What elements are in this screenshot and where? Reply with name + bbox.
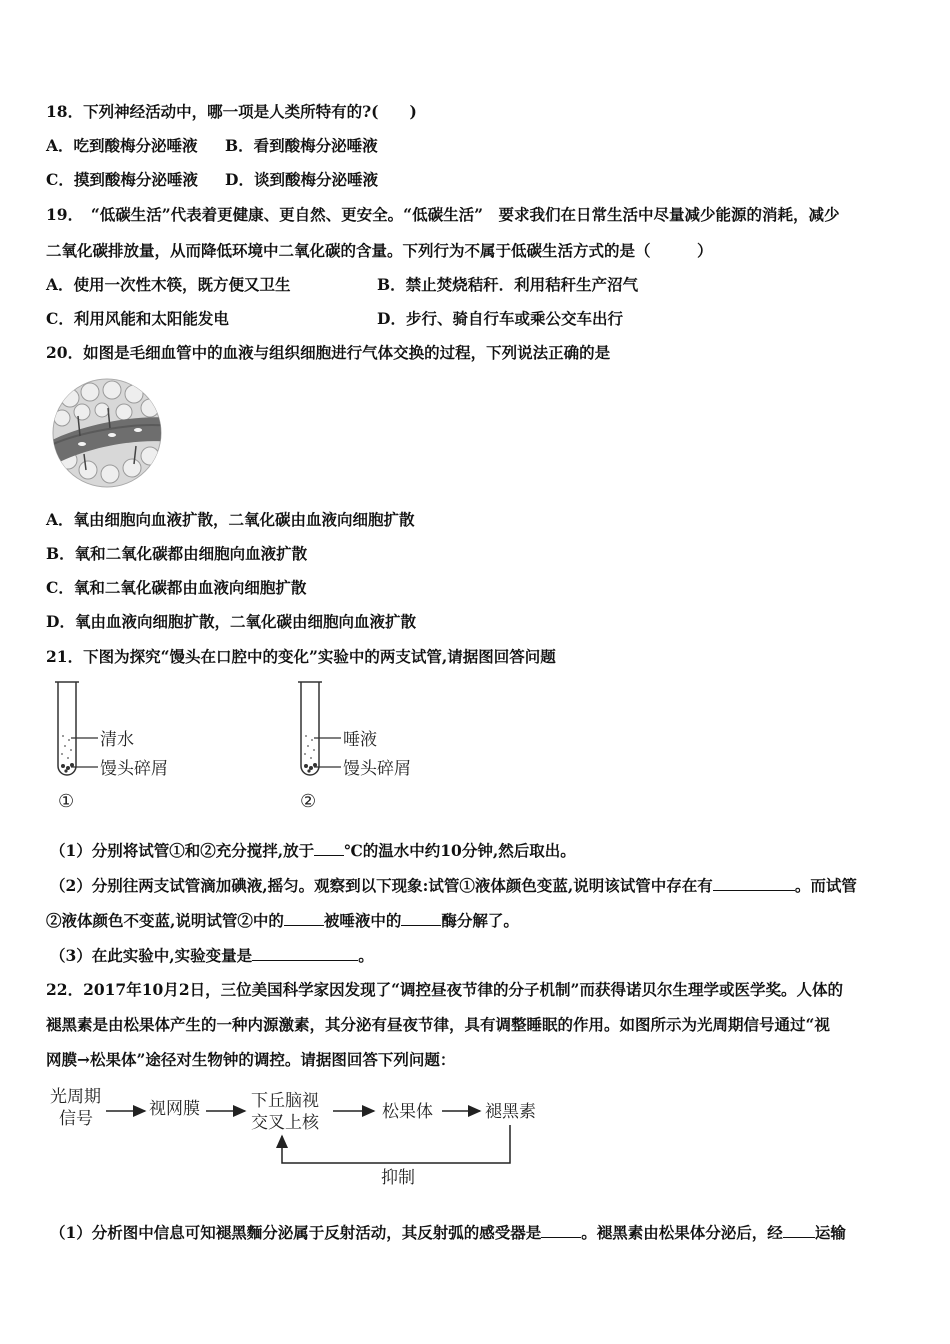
- q19-option-a: A．使用一次性木筷，既方便又卫生: [46, 275, 291, 294]
- q18-option-c: C．摸到酸梅分泌唾液: [46, 170, 198, 189]
- q21-sub2-text-c: ②液体颜色不变蓝,说明试管②中的: [46, 911, 284, 930]
- q22-month: 10: [141, 980, 164, 999]
- q18-stem: 18．下列神经活动中，哪一项是人类所特有的?( ): [46, 102, 417, 121]
- diagram-node-light-signal-b: 信号: [59, 1109, 93, 1129]
- q21-sub2-text-e: 酶分解了。: [441, 911, 519, 930]
- q19-stem-line1: 19． “低碳生活”代表着更健康、更自然、更安全。“低碳生活” 要求我们在日常生活中尽量减少能源的消耗，减少: [46, 205, 840, 224]
- q21-sub1: [50, 840, 576, 861]
- q21-sub2-blank-enzyme[interactable]: [401, 910, 441, 926]
- q22-stem-line2: 褪黑素是由松果体产生的一种内源激素，其分泌有昼夜节律，具有调整睡眠的作用。如图所示为光周期信号通过“视: [46, 1015, 830, 1034]
- q21-sub3-text-b: 。: [358, 946, 374, 965]
- q21-sub1-text-a: （1）分别将试管①和②充分搅拌,放于: [50, 841, 315, 860]
- q22-stem-line3: 网膜→松果体”途径对生物钟的调控。请据图回答下列问题：: [46, 1050, 456, 1069]
- q20-option-d: D．氧由血液向细胞扩散，二氧化碳由细胞向血液扩散: [46, 612, 416, 631]
- q20-stem: 20．如图是毛细血管中的血液与组织细胞进行气体交换的过程，下列说法正确的是: [46, 343, 611, 362]
- tube-1-solid-label: 馒头碎屑: [100, 759, 168, 779]
- q21-sub2-blank-substrate[interactable]: [284, 910, 324, 926]
- q18-option-d: D．谈到酸梅分泌唾液: [225, 170, 378, 189]
- q22-stem-rest: 日，三位美国科学家因发现了“调控昼夜节律的分子机制”而获得诺贝尔生理学或医学奖。人体的: [189, 980, 843, 999]
- q21-sub1-text-c: 分钟,然后取出。: [461, 841, 576, 860]
- diagram-node-scn-a: 下丘脑视: [251, 1091, 319, 1111]
- q20-option-c: C．氧和二氧化碳都由血液向细胞扩散: [46, 578, 307, 597]
- q21-sub1-blank-temperature[interactable]: [314, 840, 344, 856]
- q22-sub1-text-a: （1）分析图中信息可知褪黑麵分泌属于反射活动，其反射弧的感受器是: [50, 1223, 542, 1242]
- q22-sub1-text-b: 。褪黑素由松果体分泌后，经: [581, 1223, 783, 1242]
- q22-sub1: [50, 1222, 846, 1243]
- tube-1-liquid-label: 清水: [100, 730, 134, 750]
- tube-2-solid-label: 馒头碎屑: [343, 759, 411, 779]
- q22-month-unit: 月: [163, 980, 179, 999]
- q22-sub1-blank-transport[interactable]: [783, 1222, 815, 1238]
- q22-stem-line1: [46, 980, 843, 1000]
- tube-2-number: ②: [300, 791, 317, 812]
- q21-sub3: [50, 945, 374, 966]
- q21-stem: 21．下图为探究“馒头在口腔中的变化”实验中的两支试管,请据图回答问题: [46, 647, 556, 666]
- diagram-node-melatonin: 褪黑素: [485, 1102, 536, 1122]
- q22-number: 22．: [46, 980, 84, 999]
- q21-sub2-cont: [46, 910, 519, 931]
- diagram-node-light-signal-a: 光周期: [50, 1087, 101, 1107]
- q19-option-c: C．利用风能和太阳能发电: [46, 309, 229, 328]
- q21-sub2-text-d: 被唾液中的: [323, 911, 402, 930]
- diagram-node-scn-b: 交叉上核: [251, 1113, 319, 1133]
- q20-option-b: B．氧和二氧化碳都由细胞向血液扩散: [46, 544, 308, 563]
- capillary-gas-exchange-image: [50, 378, 164, 488]
- diagram-node-retina: 视网膜: [149, 1099, 200, 1119]
- q21-sub2-text-b: 。而试管: [794, 876, 857, 895]
- tube-1-number: ①: [58, 791, 75, 812]
- diagram-node-pineal: 松果体: [382, 1102, 433, 1122]
- q20-option-a: A．氧由细胞向血液扩散，二氧化碳由血液向细胞扩散: [46, 510, 415, 529]
- q19-option-b: B．禁止焚烧秸秆．利用秸秆生产沼气: [377, 275, 639, 294]
- q21-sub2-blank-substance[interactable]: [713, 875, 795, 891]
- q18-option-a: A．吃到酸梅分泌唾液: [46, 136, 198, 155]
- arrow-inhibit-feedback: [282, 1125, 510, 1163]
- diagram-inhibit-label: 抑制: [381, 1168, 415, 1188]
- q19-stem-line2: 二氧化碳排放量，从而降低环境中二氧化碳的含量。下列行为不属于低碳生活方式的是（ ）: [46, 241, 713, 260]
- q22-year: 2017: [83, 980, 127, 999]
- test-tube-1: [54, 680, 100, 780]
- tube-2-liquid-label: 唾液: [343, 730, 377, 750]
- q21-sub3-blank-variable[interactable]: [252, 945, 358, 961]
- diagram-arrows: [0, 1080, 560, 1170]
- q21-sub1-minutes: 10: [440, 841, 462, 860]
- q18-option-b: B．看到酸梅分泌唾液: [225, 136, 378, 155]
- q22-year-unit: 年: [126, 980, 142, 999]
- q22-day: 2: [178, 980, 190, 999]
- q19-option-d: D．步行、骑自行车或乘公交车出行: [377, 309, 623, 328]
- q21-sub1-text-b: ℃的温水中约: [344, 841, 441, 860]
- q22-sub1-text-c: 运输: [814, 1223, 846, 1242]
- q21-sub3-text-a: （3）在此实验中,实验变量是: [50, 946, 253, 965]
- q21-sub2: [50, 875, 857, 896]
- q21-sub2-text-a: （2）分别往两支试管滴加碘液,摇匀。观察到以下现象:试管①液体颜色变蓝,说明该试管中存在有: [50, 876, 713, 895]
- q22-sub1-blank-receptor[interactable]: [541, 1222, 581, 1238]
- test-tube-2: [297, 680, 343, 780]
